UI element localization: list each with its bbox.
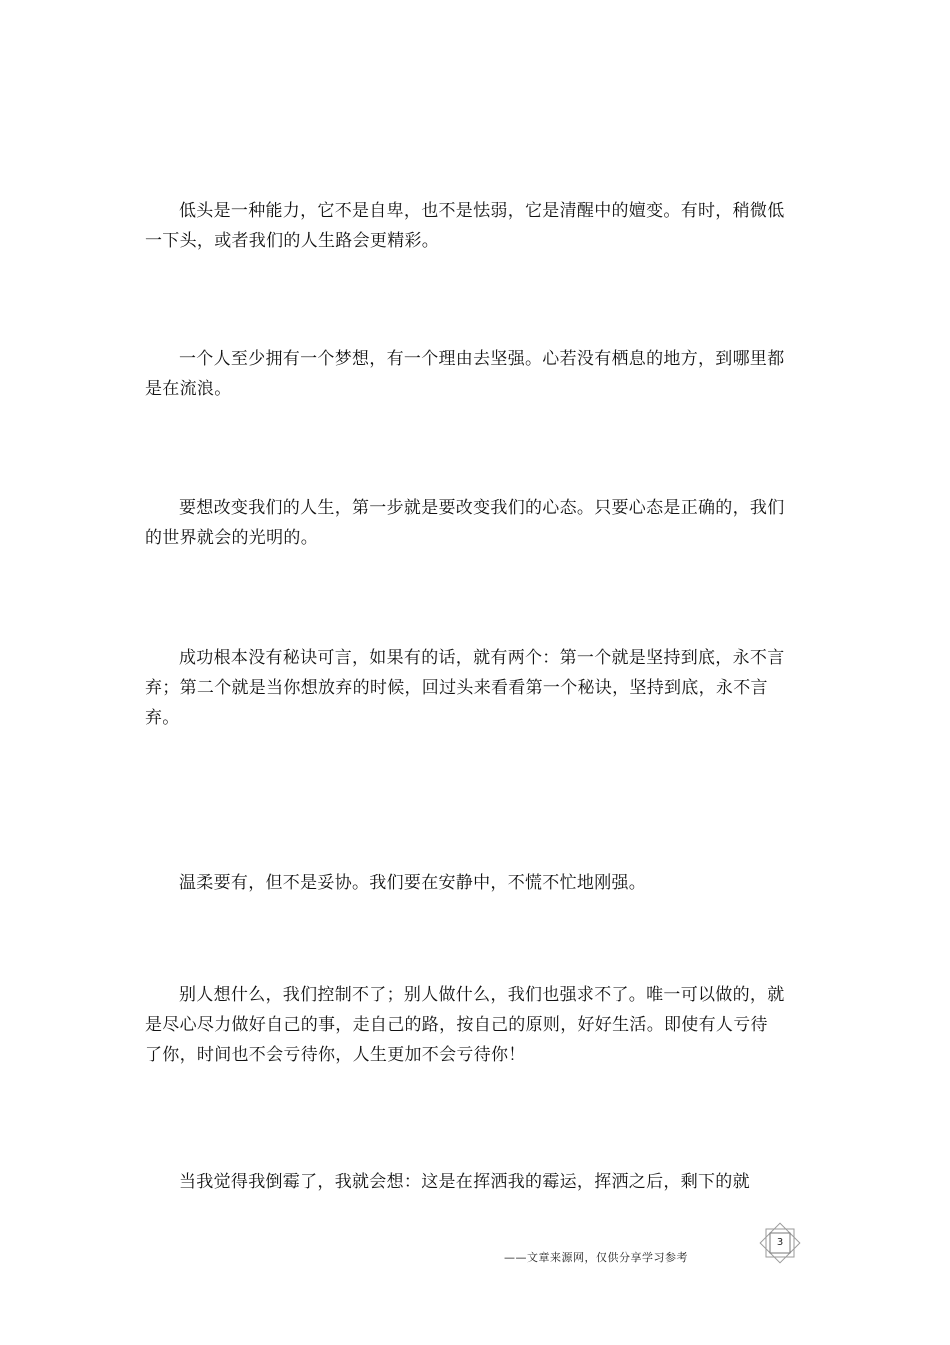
paragraph-7: 当我觉得我倒霉了，我就会想：这是在挥洒我的霉运，挥洒之后，剩下的就 <box>179 1172 750 1192</box>
paragraph-6: 别人想什么，我们控制不了；别人做什么，我们也强求不了。唯一可以做的，就是尽心尽力做好自己的事，走自己的路，按自己的原则，好好生活。即使有人亏待了你，时间也不会亏待你，人生更加不会亏待你！ <box>145 985 785 1065</box>
paragraph-2: 一个人至少拥有一个梦想，有一个理由去坚强。心若没有栖息的地方，到哪里都是在流浪。 <box>145 349 785 399</box>
page-number-badge <box>756 1219 804 1267</box>
paragraph-3: 要想改变我们的人生，第一步就是要改变我们的心态。只要心态是正确的，我们的世界就会的光明的。 <box>145 498 785 548</box>
paragraph-4: 成功根本没有秘诀可言，如果有的话，就有两个：第一个就是坚持到底，永不言弃；第二个就是当你想放弃的时候，回过头来看看第一个秘诀，坚持到底，永不言弃。 <box>145 648 785 728</box>
source-note: ——文章来源网，仅供分享学习参考 <box>504 1251 688 1264</box>
paragraph-1: 低头是一种能力，它不是自卑，也不是怯弱，它是清醒中的嬗变。有时，稍微低一下头，或者我们的人生路会更精彩。 <box>145 201 785 251</box>
paragraph-5: 温柔要有，但不是妥协。我们要在安静中，不慌不忙地刚强。 <box>179 873 647 893</box>
page-number: 3 <box>776 1237 784 1248</box>
